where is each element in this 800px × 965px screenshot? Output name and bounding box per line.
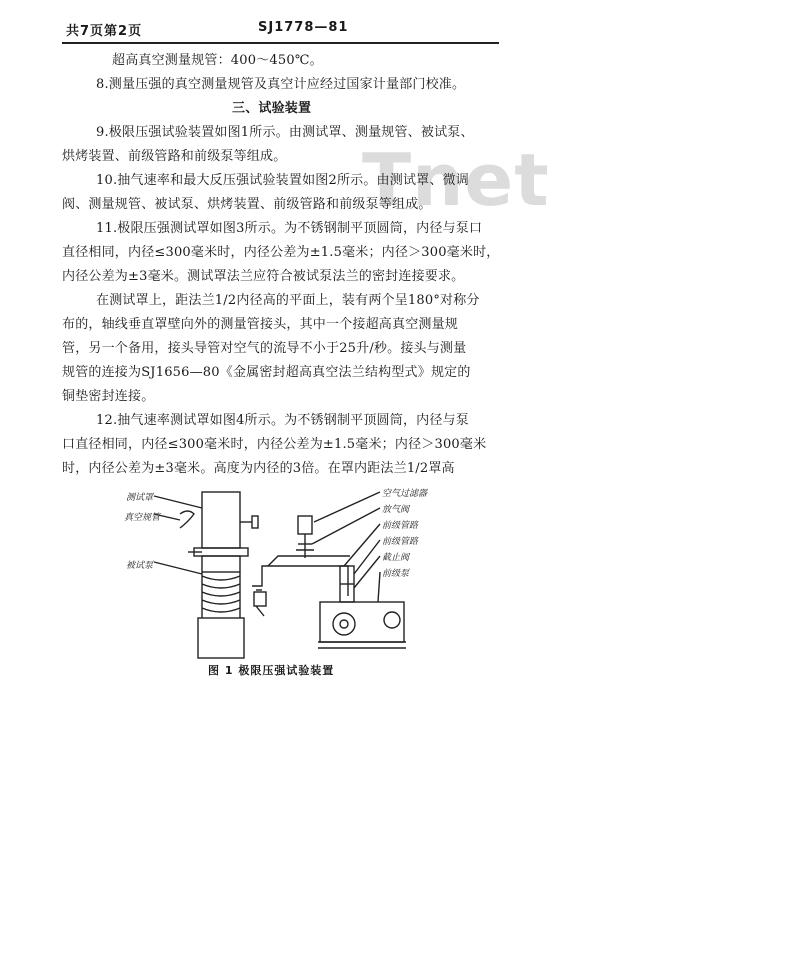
label-fore-line: 前级管路 — [382, 521, 419, 531]
label-backing-pump: 前级泵 — [382, 569, 410, 579]
watermark-text: Tnet — [362, 138, 550, 222]
label-air-filter: 空气过滤器 — [382, 489, 428, 499]
figure-1 — [118, 478, 428, 668]
label-stop-valve: 截止阀 — [382, 553, 410, 563]
page-number: 共7页第2页 — [66, 24, 143, 39]
text-line: 超高真空测量规管：400～450℃。 — [112, 53, 323, 68]
test-dome-shape — [202, 492, 240, 548]
text-line: 烘烤装置、前级管路和前级泵等组成。 — [62, 149, 287, 164]
text-line: 阀、测量规管、被试泵、烘烤装置、前级管路和前级泵等组成。 — [62, 197, 432, 212]
text-line: 布的，轴线垂直罩壁向外的测量管接头，其中一个接超高真空测量规 — [62, 317, 459, 332]
text-line: 10.抽气速率和最大反压强试验装置如图2所示。由测试罩、微调 — [96, 173, 469, 188]
label-vacuum-gauge: 真空规管 — [124, 513, 161, 523]
text-line: 8.测量压强的真空测量规管及真空计应经过国家计量部门校准。 — [96, 77, 466, 92]
text-line: 12.抽气速率测试罩如图4所示。为不锈钢制平顶圆筒，内径与泵 — [96, 413, 469, 428]
label-tested-pump: 被试泵 — [126, 561, 154, 571]
text-line: 11.极限压强测试罩如图3所示。为不锈钢制平顶圆筒，内径与泵口 — [96, 221, 483, 236]
text-line: 时，内径公差为±3毫米。高度为内径的3倍。在罩内距法兰1/2罩高 — [62, 461, 455, 476]
figure-caption: 图 1 极限压强试验装置 — [208, 664, 335, 677]
text-line: 管，另一个备用，接头导管对空气的流导不小于25升/秒。接头与测量 — [62, 341, 467, 356]
header-rule — [62, 42, 499, 44]
apparatus-diagram — [118, 478, 418, 668]
section-heading: 三、试验装置 — [232, 101, 312, 116]
standard-code: SJ1778—81 — [258, 20, 349, 35]
text-line: 铜垫密封连接。 — [62, 389, 155, 404]
text-line: 内径公差为±3毫米。测试罩法兰应符合被试泵法兰的密封连接要求。 — [62, 269, 465, 284]
label-fore-line-2: 前级管路 — [382, 537, 419, 547]
text-line: 在测试罩上，距法兰1/2内径高的平面上，装有两个呈180°对称分 — [96, 293, 480, 308]
text-line: 规管的连接为SJ1656—80《金属密封超高真空法兰结构型式》规定的 — [62, 365, 471, 380]
label-vent-valve: 放气阀 — [382, 505, 410, 515]
label-test-dome: 测试罩 — [126, 493, 154, 503]
text-line: 直径相同，内径≤300毫米时，内径公差为±1.5毫米；内径＞300毫米时， — [62, 245, 500, 260]
text-line: 口直径相同，内径≤300毫米时，内径公差为±1.5毫米；内径＞300毫米 — [62, 437, 487, 452]
text-line: 9.极限压强试验装置如图1所示。由测试罩、测量规管、被试泵、 — [96, 125, 474, 140]
